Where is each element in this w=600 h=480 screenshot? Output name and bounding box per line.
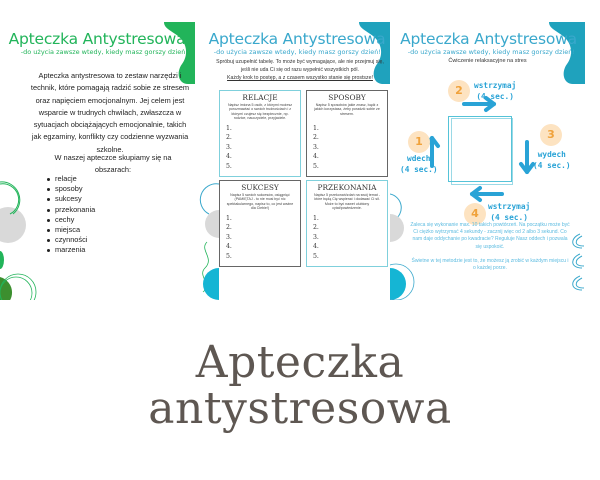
worksheet-box-relacje (219, 90, 301, 177)
box-title: SPOSOBY (328, 93, 366, 102)
page-subtitle: -do użycia zawsze wtedy, kiedy masz gorszy dzień! (20, 48, 188, 56)
box-description: Napisz 5 swoich sukcesów, osiągnięć (PAMIĘTAJ - to nie musi być nic spektakularnego, napisz to, co jest ważne dla Ciebie!) (226, 193, 294, 211)
areas-lead: W naszej apteczce skupiamy się na obszarach: (54, 153, 172, 175)
list-item: sukcesy (47, 194, 95, 204)
worksheet-box-przekonania (306, 180, 388, 267)
step-1-label: wdech (4 sec.) (400, 154, 438, 174)
step-number-3-icon: 3 (540, 124, 562, 146)
list-item: cechy (47, 215, 95, 225)
page-subtitle: -do użycia zawsze wtedy, kiedy masz gorszy dzień! (213, 48, 381, 56)
page-title: Apteczka Antystresowa (208, 30, 386, 48)
areas-list (47, 174, 95, 256)
worksheet-instructions: Spróbuj uzupełnić tabelę. To może być wymagające, ale nie przejmuj się, jeśli nie uda Ci się od razu wypełnić wszystkich pól. Każdy krok to postęp, a z czasem wszystko stanie się prostsze! (216, 59, 384, 81)
worksheet-box-sukcesy (219, 180, 301, 267)
box-list: 1. 2. 3. 4. 5. (226, 125, 232, 170)
exercise-notes: Zaleca się wykonanie max. 10 takich powtórzeń. Na początku może być Ci ciężko wytrzymać 4 sekundy - zacznij więc od 2 albo 3 sekund. Co nam daje oddychanie po kwadracie? Reguluje Nasz oddech i pozwala się uspokoić. Świetne w tej metodzie jest to, że możesz ją zrobić w każdym miejscu i o każdej porze. (410, 222, 570, 272)
list-item: sposoby (47, 184, 95, 194)
page-preview-intro (0, 0, 200, 300)
page-preview-worksheet (195, 0, 395, 300)
exercise-title: Ćwiczenie relaksacyjne na stres (448, 58, 527, 64)
worksheet-box-sposoby (306, 90, 388, 177)
step-3-label: wydech (4 sec.) (533, 150, 571, 170)
waves-decoration-icon (566, 232, 585, 296)
circles-decoration-icon (195, 180, 219, 300)
circles-decoration-icon (390, 180, 420, 300)
step-number-1-icon: 1 (408, 131, 430, 153)
list-item: czynności (47, 235, 95, 245)
page-title: Apteczka Antystresowa (400, 30, 577, 48)
page-subtitle: -do użycia zawsze wtedy, kiedy masz gorszy dzień! (407, 48, 575, 56)
circles-decoration-icon (0, 180, 40, 300)
page-title: Apteczka Antystresowa (8, 30, 186, 48)
step-2-label: wstrzymaj (4 sec.) (474, 81, 517, 101)
box-title: RELACJE (242, 93, 278, 102)
box-list: 1. 2. 3. 4. 5. (313, 215, 319, 260)
step-number-2-icon: 2 (448, 80, 470, 102)
box-description: Napisz imiona 5 osób, z którymi możesz porozmawiać o swoich trudnościach i z którymi czujesz się bezpiecznie, np. rodzice, nauczyciele, przyjaciele. (227, 103, 293, 121)
box-description: Napisz 5 przekonań/zdań na swój temat - które będą Cię wspierać i dodawać Ci sił. Może to być nawet ulubiony cytat/powiedzenie. (314, 193, 380, 211)
main-title: Apteczka antystresowa (148, 337, 452, 434)
box-title: PRZEKONANIA (317, 183, 377, 192)
list-item: relacje (47, 174, 95, 184)
page-preview-breathing-exercise (390, 0, 585, 300)
box-list: 1. 2. 3. 4. 5. (313, 125, 319, 170)
list-item: przekonania (47, 205, 95, 215)
list-item: marzenia (47, 245, 95, 255)
box-title: SUKCESY (241, 183, 279, 192)
step-4-label: wstrzymaj (4 sec.) (488, 202, 531, 222)
list-item: miejsca (47, 225, 95, 235)
step-number-4-icon: 4 (464, 203, 486, 225)
intro-paragraph: Apteczka antystresowa to zestaw narzędzi i technik, które pomagają radzić sobie ze stresem oraz napięciem emocjonalnym. Jej celem jest wsparcie w trudnych chwilach, zwłaszcza w sytuacjach obciążających emocjonalnie, takich jak egzaminy, konflikty czy codzienne wyzwania szkolne. (30, 71, 190, 154)
box-list: 1. 2. 3. 4. 5. (226, 215, 232, 260)
box-description: Napisz 5 sposobów jakie znasz, bądź z jakich korzystasz, żeby poradzić sobie ze stresem. (314, 103, 380, 116)
